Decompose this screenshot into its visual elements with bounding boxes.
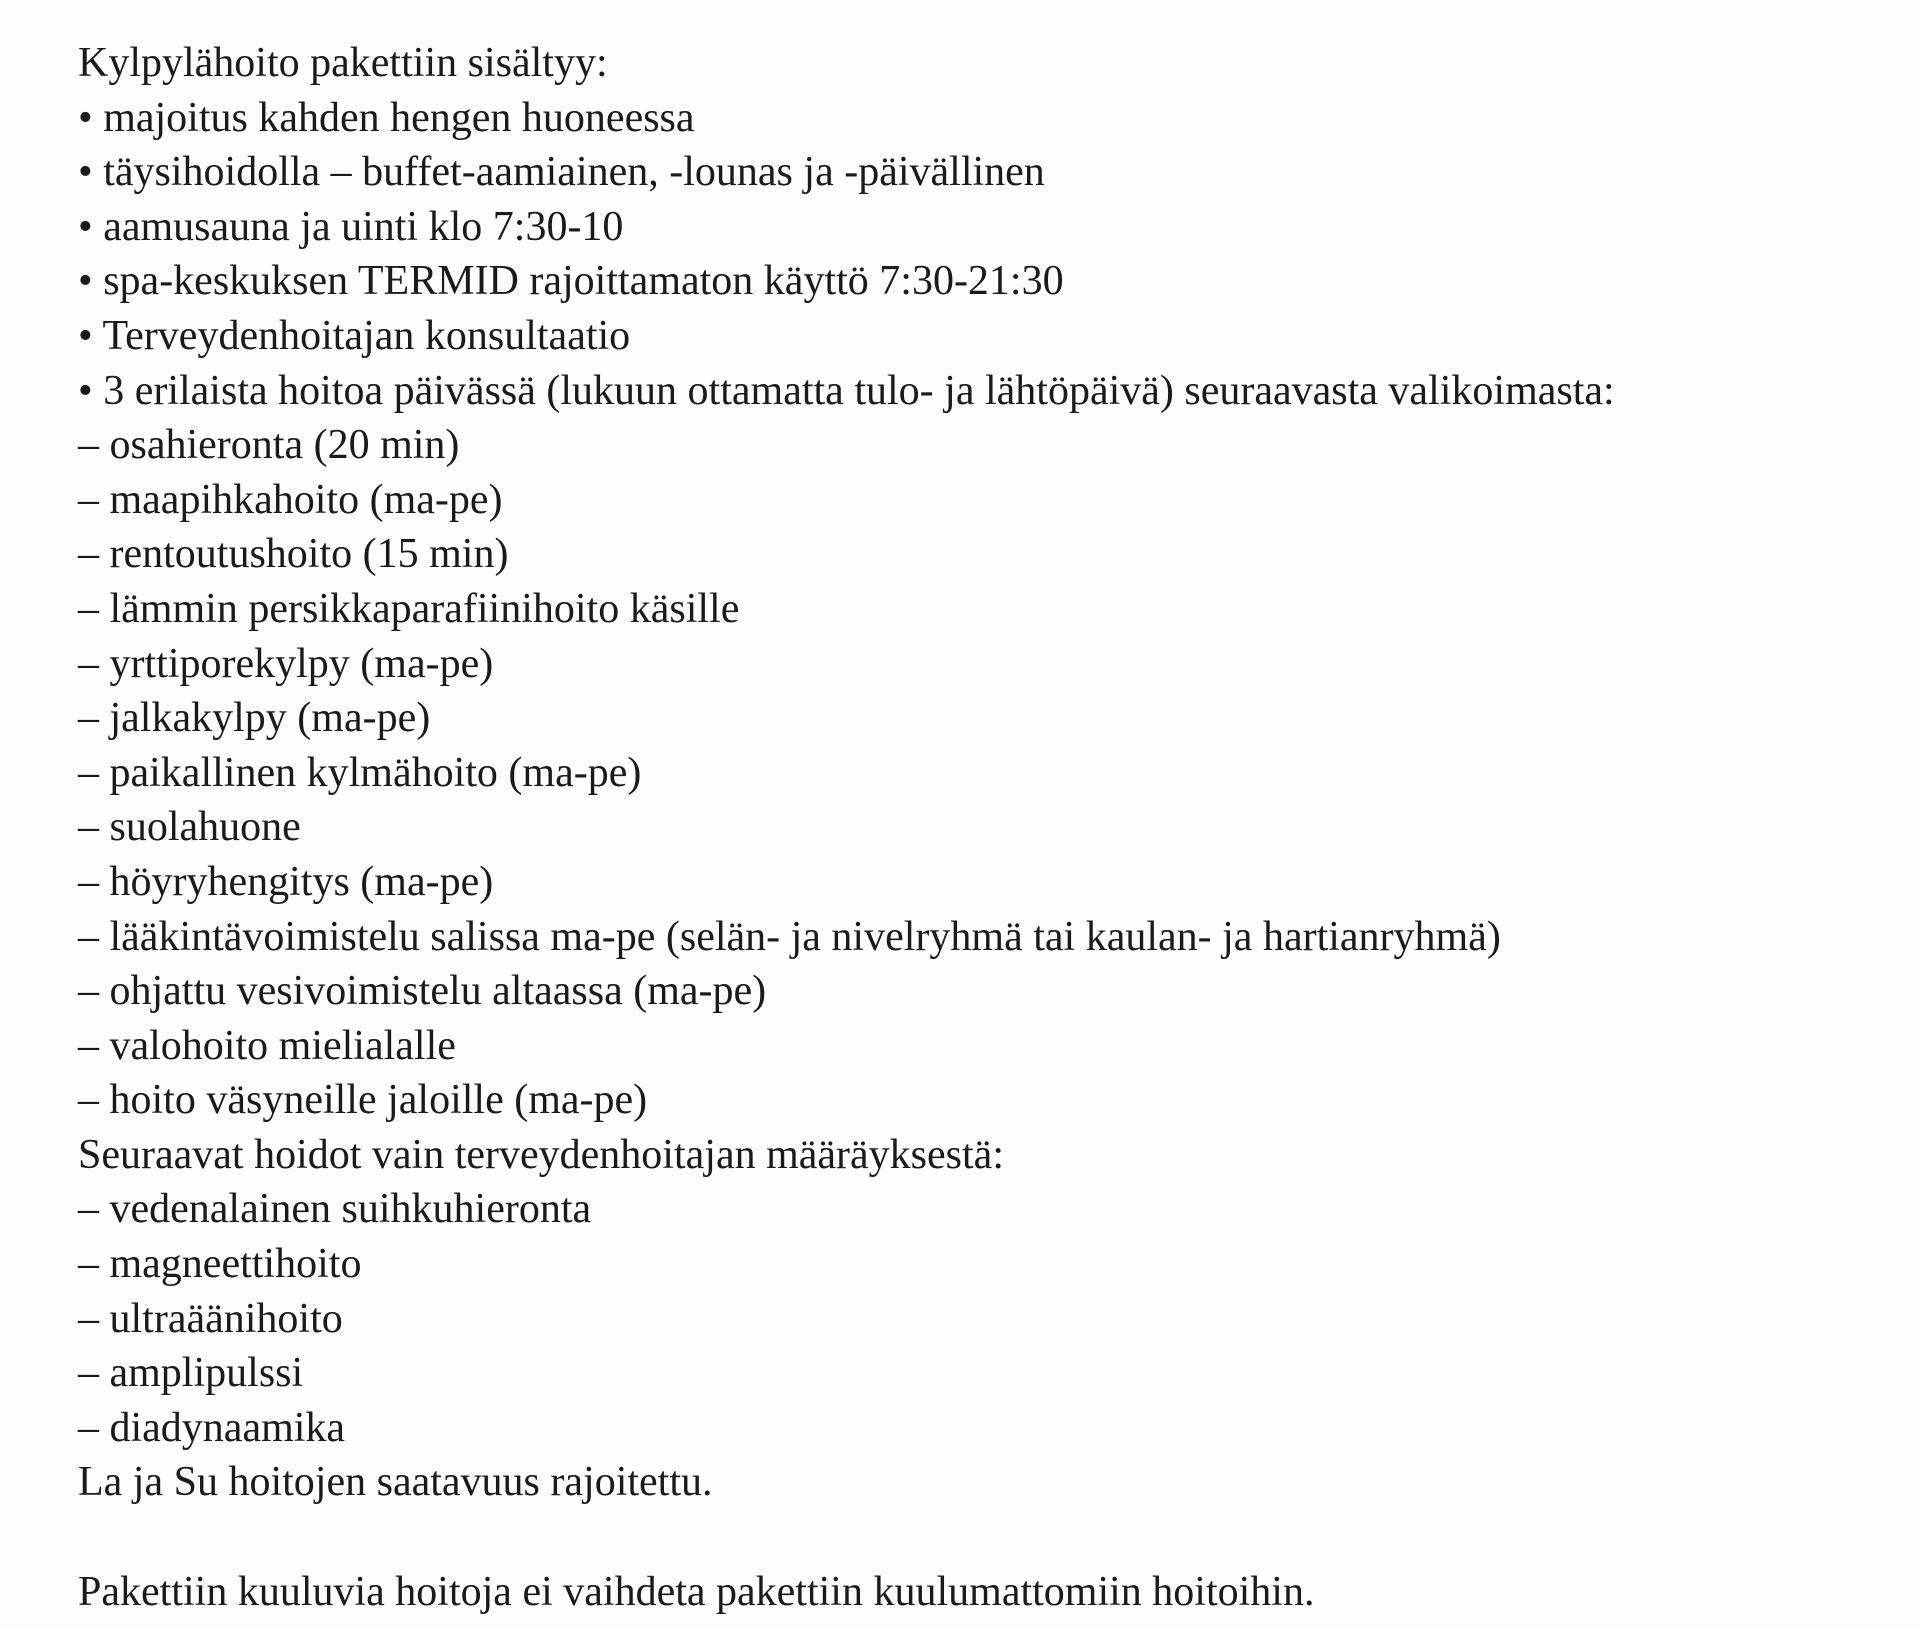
treatment-item: – jalkakylpy (ma-pe) — [78, 695, 431, 742]
treatment-item: – lääkintävoimistelu salissa ma-pe (selän- ja nivelryhmä tai kaulan- ja hartianryhmä) — [78, 913, 1501, 960]
prescription-item: – amplipulssi — [78, 1350, 304, 1397]
treatment-item: – lämmin persikkaparafiinihoito käsille — [78, 585, 740, 632]
exchange-note: Pakettiin kuuluvia hoitoja ei vaihdeta pakettiin kuulumattomiin hoitoihin. — [78, 1568, 1315, 1615]
treatment-item: – paikallinen kylmähoito (ma-pe) — [78, 749, 642, 796]
prescription-item: – ultraäänihoito — [78, 1295, 343, 1342]
treatment-item: – hoito väsyneille jaloille (ma-pe) — [78, 1077, 648, 1124]
prescription-item: – diadynaamika — [78, 1404, 346, 1451]
paragraph-gap — [78, 1510, 1878, 1565]
treatment-item: – yrttiporekylpy (ma-pe) — [78, 640, 494, 687]
included-item: • aamusauna ja uinti klo 7:30-10 — [78, 203, 624, 250]
treatment-item: – maapihkahoito (ma-pe) — [78, 476, 503, 523]
document-body — [78, 36, 1878, 1619]
prescription-item: – magneettihoito — [78, 1241, 362, 1288]
intro-heading: Kylpylähoito pakettiin sisältyy: — [78, 40, 608, 86]
included-item: • 3 erilaista hoitoa päivässä (lukuun ottamatta tulo- ja lähtöpäivä) seuraavasta valikoimasta: — [78, 367, 1615, 414]
prescription-item: – vedenalainen suihkuhieronta — [78, 1186, 592, 1233]
treatment-item: – rentoutushoito (15 min) — [78, 531, 509, 578]
treatment-item: – osahieronta (20 min) — [78, 422, 460, 469]
included-item: • täysihoidolla – buffet-aamiainen, -lounas ja -päivällinen — [78, 149, 1045, 196]
treatment-item: – valohoito mielialalle — [78, 1022, 456, 1069]
included-item: • Terveydenhoitajan konsultaatio — [78, 312, 631, 359]
weekend-note: La ja Su hoitojen saatavuus rajoitettu. — [78, 1459, 713, 1506]
treatment-item: – ohjattu vesivoimistelu altaassa (ma-pe) — [78, 968, 767, 1015]
included-item: • spa-keskuksen TERMID rajoittamaton käyttö 7:30-21:30 — [78, 258, 1064, 305]
treatment-item: – suolahuone — [78, 804, 301, 851]
included-item: • majoitus kahden hengen huoneessa — [78, 94, 695, 141]
treatment-item: – höyryhengitys (ma-pe) — [78, 858, 494, 905]
prescription-heading: Seuraavat hoidot vain terveydenhoitajan määräyksestä: — [78, 1131, 1004, 1178]
